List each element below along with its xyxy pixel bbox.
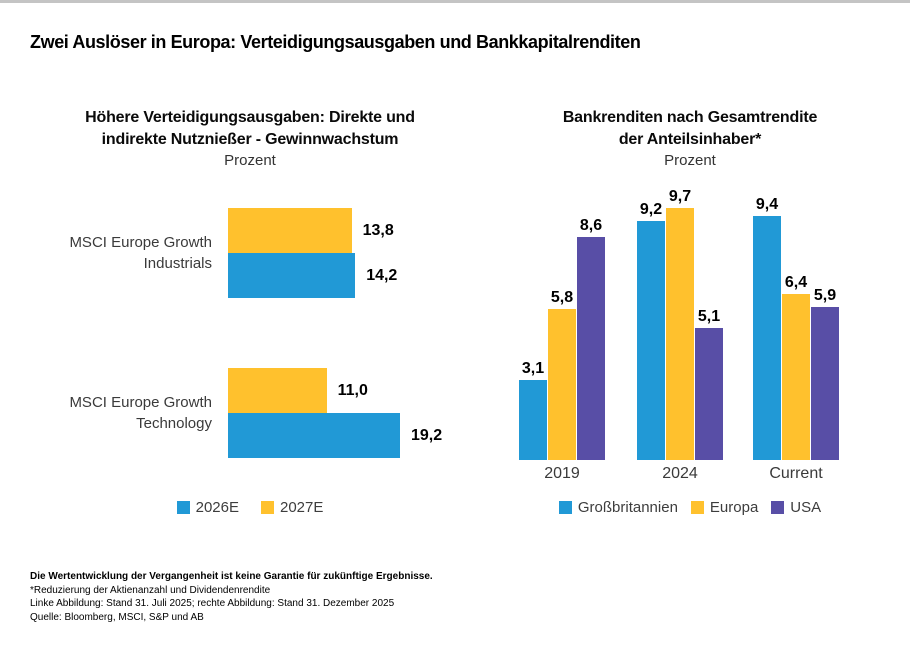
- x-tick-label: 2019: [544, 465, 580, 482]
- footnote-asterisk: *Reduzierung der Aktienanzahl und Dividendenrendite: [30, 584, 271, 596]
- category-label: [40, 208, 212, 298]
- right-chart-legend: [480, 499, 900, 516]
- right-plot-area: [480, 190, 900, 490]
- value-label: 14,2: [366, 266, 398, 284]
- legend-item: [261, 499, 323, 516]
- footnote-asof-dates: Linke Abbildung: Stand 31. Juli 2025; rechte Abbildung: Stand 31. Dezember 2025: [30, 598, 395, 609]
- value-label: 9,7: [668, 188, 692, 205]
- value-label: 13,8: [362, 221, 394, 239]
- top-divider: [0, 0, 910, 3]
- vbar-Großbritannien: [637, 221, 665, 460]
- left-chart-legend: [40, 499, 460, 516]
- left-chart-title-line2: indirekte Nutznießer - Gewinnwachstum: [101, 131, 399, 148]
- left-plot-area: [40, 208, 460, 458]
- legend-item: [771, 499, 821, 516]
- legend-swatch: [559, 501, 572, 514]
- legend-swatch: [177, 501, 190, 514]
- legend-label: 2027E: [280, 499, 324, 516]
- legend-item: [691, 499, 758, 516]
- value-label: 19,2: [411, 426, 443, 444]
- category-label: [40, 368, 212, 458]
- hbar-2026E: [228, 413, 400, 458]
- left-chart-subtitle: Prozent: [224, 152, 276, 169]
- category-label-line: MSCI Europe Growth: [69, 234, 212, 251]
- x-tick-label: Current: [769, 465, 823, 482]
- value-label: 6,4: [784, 273, 808, 291]
- legend-label: 2026E: [195, 499, 239, 516]
- right-chart-title-line2: der Anteilsinhaber*: [618, 131, 762, 148]
- vbar-Europa: [548, 309, 576, 460]
- category-label-line: Industrials: [143, 255, 212, 272]
- vbar-Großbritannien: [519, 380, 547, 461]
- right-chart-subtitle: Prozent: [664, 152, 716, 169]
- vbar-USA: [695, 328, 723, 461]
- value-label: 5,8: [550, 289, 574, 307]
- x-tick-label: 2024: [662, 465, 698, 482]
- vbar-USA: [811, 307, 839, 460]
- page-title: Zwei Auslöser in Europa: Verteidigungsausgaben und Bankkapitalrenditen: [30, 32, 641, 52]
- value-label: 9,4: [755, 195, 779, 213]
- vbar-USA: [577, 237, 605, 460]
- category-label-line: Technology: [136, 415, 212, 432]
- footnote-source: Quelle: Bloomberg, MSCI, S&P und AB: [30, 611, 204, 623]
- footnote-disclaimer: Die Wertentwicklung der Vergangenheit ist keine Garantie für zukünftige Ergebnisse.: [30, 571, 433, 582]
- legend-swatch: [771, 501, 784, 514]
- right-chart-title: [480, 107, 900, 151]
- legend-label: USA: [790, 499, 822, 516]
- value-label: 8,6: [579, 216, 603, 234]
- value-label: 5,1: [697, 307, 721, 325]
- hbar-2026E: [228, 253, 355, 298]
- legend-item: [177, 499, 239, 516]
- vbar-Europa: [666, 208, 694, 460]
- legend-label: Großbritannien: [577, 499, 678, 516]
- value-label: 3,1: [521, 359, 545, 377]
- left-chart-title-line1: Höhere Verteidigungsausgaben: Direkte und: [85, 109, 415, 126]
- legend-swatch: [261, 501, 274, 514]
- hbar-2027E: [228, 208, 352, 253]
- left-chart-title: [40, 107, 460, 151]
- legend-item: [559, 499, 678, 516]
- legend-label: Europa: [709, 499, 759, 516]
- value-label: 9,2: [639, 201, 663, 218]
- legend-swatch: [691, 501, 704, 514]
- category-label-line: MSCI Europe Growth: [69, 394, 212, 411]
- value-label: 11,0: [337, 381, 368, 399]
- value-label: 5,9: [813, 286, 837, 304]
- footnotes: [30, 570, 433, 624]
- vbar-Großbritannien: [753, 216, 781, 460]
- right-chart-title-line1: Bankrenditen nach Gesamtrendite: [562, 109, 818, 126]
- vbar-Europa: [782, 294, 810, 460]
- hbar-2027E: [228, 368, 327, 413]
